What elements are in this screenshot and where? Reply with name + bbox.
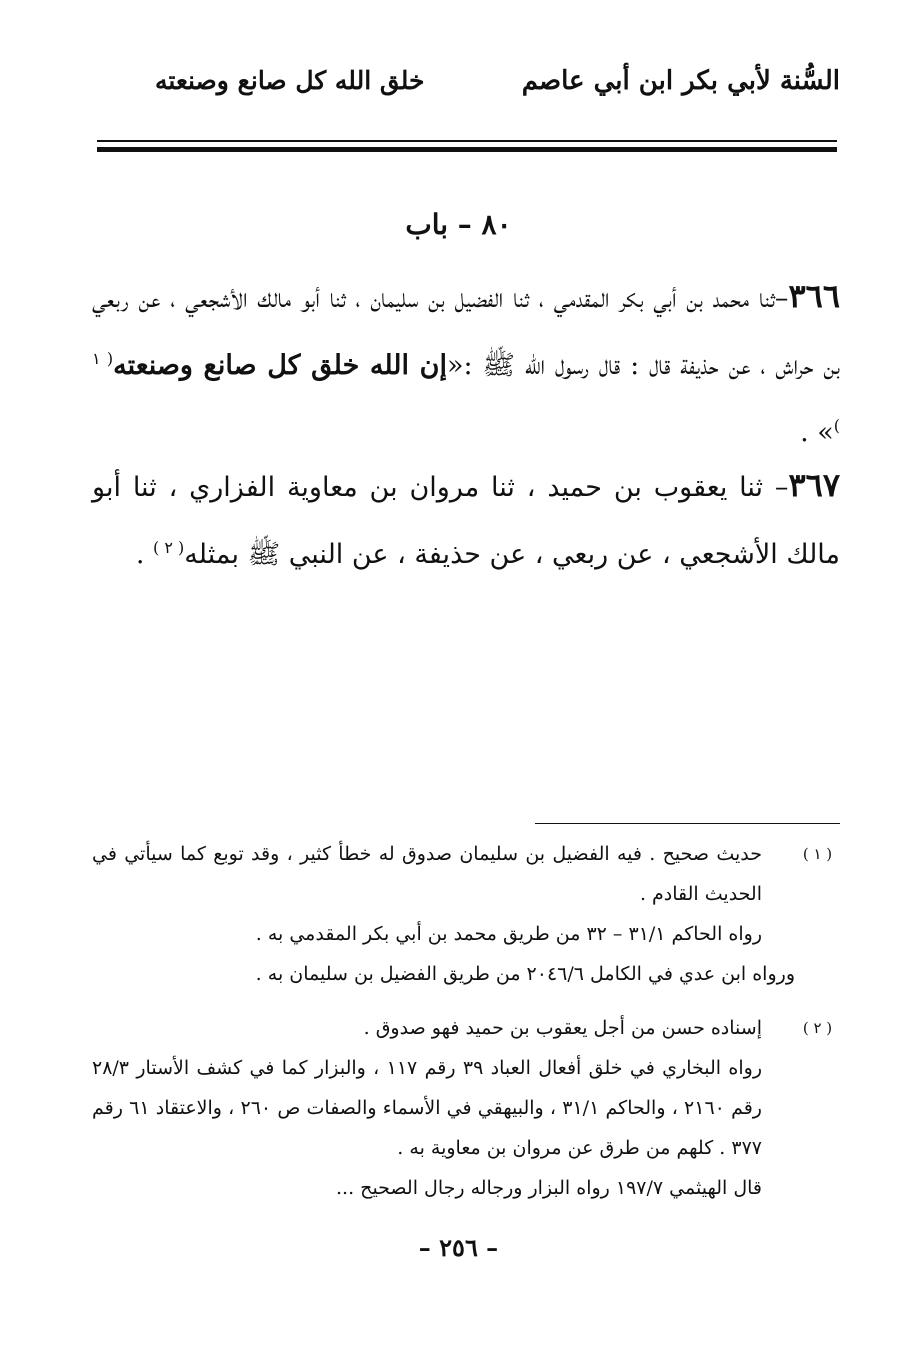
footnote-line: حديث صحيح . فيه الفضيل بن سليمان صدوق له خطأ كثير ، وقد توبع كما سيأتي في الحديث القادم . [92, 843, 762, 905]
book-title: السُّنة لأبي بكر ابن أبي عاصم [521, 66, 840, 96]
footnote-marker: ( ١ ) [802, 845, 833, 863]
footnote-line: رواه البخاري في خلق أفعال العباد ٣٩ رقم ١١٧ ، والبزار كما في كشف الأستار ٢٨/٣ رقم ٢١٦٠ ، والحاكم ٣١/١ ، والبيهقي في الأسماء والصفات ص ٢٦٠ ، والاعتقاد ٦١ رقم ٣٧٧ . كلهم من طرق عن مروان بن معاوية به . [92, 1057, 762, 1159]
hadith-number: ٣٦٦ [788, 277, 840, 315]
hadith-number: ٣٦٧ [788, 466, 840, 504]
hadith-text: – ثنا يعقوب بن حميد ، ثنا مروان بن معاوية الفزاري ، ثنا أبو مالك الأشجعي ، عن ربعي ، عن حذيفة ، عن النبي ﷺ بمثله [92, 472, 840, 570]
chapter-heading: ٨٠ – باب [405, 208, 512, 241]
header-rule-thin [97, 140, 837, 142]
hadith-text: –ثنا محمد بن أبي بكر المقدمي ، ثنا الفضيل بن سليمان ، ثنا أبو مالك الأشجعي ، عن ربعي بن حراش ، عن حذيفة قال : قال رسول الله ﷺ :« [92, 283, 841, 381]
hadith-quote: إن الله خلق كل صانع وصنعته [113, 350, 447, 381]
footnote-line: إسناده حسن من أجل يعقوب بن حميد فهو صدوق . [363, 1017, 762, 1039]
footnote-1 [92, 834, 840, 994]
footnote-reference: ( ٢ ) [153, 538, 185, 557]
footnote-line: رواه الحاكم ٣١/١ – ٣٢ من طريق محمد بن أبي بكر المقدمي به . [255, 923, 762, 945]
hadith-367 [92, 455, 840, 585]
hadith-closing: » . [800, 417, 834, 448]
footnote-line: قال الهيثمي ١٩٧/٧ رواه البزار ورجاله رجال الصحيح ... [336, 1177, 762, 1199]
footnote-marker: ( ٢ ) [802, 1019, 833, 1037]
footnote-line: ورواه ابن عدي في الكامل ٢٠٤٦/٦ من طريق الفضيل بن سليمان به . [255, 963, 795, 985]
chapter-topic: خلق الله كل صانع وصنعته [155, 66, 425, 95]
header-rule-thick [97, 147, 837, 152]
footnote-reference: ( ١ ) [92, 349, 840, 435]
running-header [95, 62, 840, 112]
footnote-2 [92, 1008, 840, 1208]
footnote-separator [535, 823, 840, 824]
hadith-closing: . [135, 539, 154, 570]
hadith-366 [92, 266, 840, 463]
page-number: – ٢٥٦ – [418, 1233, 499, 1262]
